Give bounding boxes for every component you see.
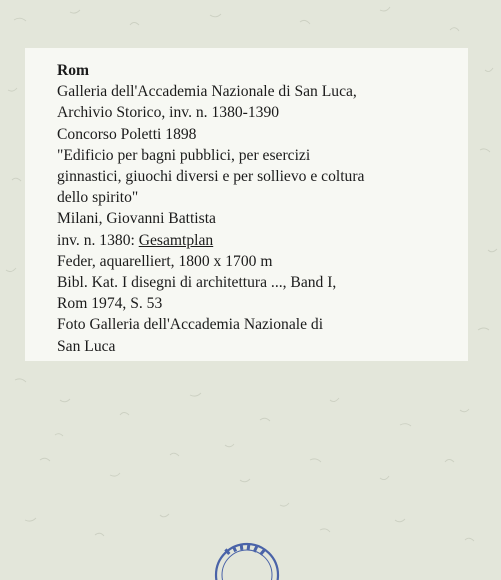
inventory-link[interactable]: Gesamtplan [138, 231, 214, 249]
record-line-after-1: Feder, aquarelliert, 1800 x 1700 m [57, 252, 273, 270]
record-line-4: "Edificio per bagni pubblici, per esercizi [57, 146, 311, 164]
inventory-line [57, 230, 458, 251]
record-line-6: dello spirito" [57, 189, 139, 207]
record-line-2: Archivio Storico, inv. n. 1380-1390 [57, 104, 280, 122]
record-title: Rom [57, 62, 90, 79]
record-line-after-4: Foto Galleria dell'Accademia Nazionale di [57, 316, 324, 334]
library-stamp [212, 540, 282, 580]
record-line-5: ginnastici, giuochi diversi e per sollievo e coltura [57, 168, 365, 186]
catalog-label-card [25, 48, 468, 361]
record-line-after-5: San Luca [57, 337, 116, 355]
record-line-1: Galleria dell'Accademia Nazionale di San Luca, [57, 83, 357, 101]
record-line-3: Concorso Poletti 1898 [57, 125, 197, 143]
record-line-after-3: Rom 1974, S. 53 [57, 295, 163, 313]
record-line-7: Milani, Giovanni Battista [57, 210, 216, 228]
record-line-after-2: Bibl. Kat. I disegni di architettura ..., Band I, [57, 274, 337, 292]
inventory-prefix: inv. n. 1380: [57, 231, 139, 249]
